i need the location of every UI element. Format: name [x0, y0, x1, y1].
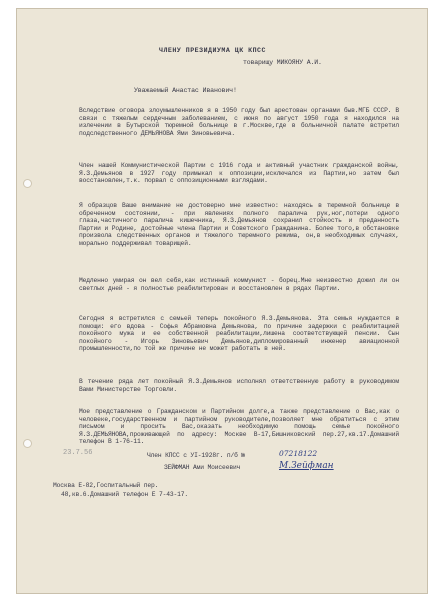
addressee-title: ЧЛЕНУ ПРЕЗИДИУМА ЦК КПСС: [159, 47, 266, 54]
salutation: Уважаемый Анастас Иванович!: [134, 87, 237, 94]
faint-date-note: 23.7.56: [63, 449, 93, 457]
paragraph-3: Я образцов Вашe внимание не достоверно мне известно: находясь в тюремной больнице в обреченном состоянии, - при явлениях полного паралича рук,ног,потери одного глаза,частичного паралича кишечника, Я.З.Демьянов сохранил стойкость и преданность Партии и Родине, достойные члена Партии и Советского Гражданина. Более того,в обстановке произвола следственных органов и тяжелого тюремного режима, он,в необходимых случаях, морально поддерживал товарищей.: [79, 202, 399, 247]
signatory-name: ЗЕЙФМАН Ами Моисеевич: [164, 464, 241, 471]
paragraph-2: Член нашей Коммунистической Партии с 1916 года и активный участник гражданской войны, Я.З.Демьянов в 1927 году примыкал к оппозиции,исключался из Партии,но затем был восстановлен,т.к. порвал с оппозиционными взглядами.: [79, 162, 399, 185]
letter-page: [16, 8, 428, 594]
paragraph-1: Вследствие оговора злоумышленников я в 1950 году был арестован органами быв.МГБ СССР. В связи с тяжелым сердечным заболеванием, с июня по август 1950 года я находился на излечении в Бутырской тюремной больнице в г.Москве,где в больничной палате встретил подследственного ДЕМЬЯНОВА Ями Зиновьевича.: [79, 107, 399, 137]
addressee-name: товарищу МИКОЯНУ А.И.: [243, 59, 322, 66]
paragraph-5: Сегодня я встретился с семьей теперь покойного Я.З.Демьянова. Эта семья нуждается в помощи: его вдова - Софья Абрамовна Демьянова, по причине задержки с реабилитацией покойного мужа и ее собственной реабилитации,лишена соответствующей пенсии. Сын покойного - Игорь Зиновьевич Демьянов,дипломированный инженер авиационной промышленности,по той же причине не может работать в ней.: [79, 315, 399, 353]
paragraph-6: В течение ряда лет покойный Я.З.Демьянов исполнял ответственную работу в руководимом Вами Министерстве Торговли.: [79, 378, 399, 393]
paragraph-7: Мое представление о Гражданском и Партийном долге,а также представление о Вас,как о человеке,государственном и партийном руководителе,позволяет мне обратиться с этим письмом и просить Вас,оказать необходимую помощь семье покойного Я.З.ДЕМЬЯНОВА,проживающей по адресу: Москве В-17,Бишниковский пер.27,кв.17.Домашний телефон В 1-76-11.: [79, 408, 399, 446]
party-card-number: 07218122: [279, 449, 318, 458]
paragraph-4: Медленно умирая он вел себя,как истинный коммунист - борец.Мне неизвестно дожил ли он светлых дней - я полностью реабилитирован и восстановлен в рядах Партии.: [79, 277, 399, 292]
return-address-line-1: Москва Е-82,Госпитальный пер.: [53, 482, 159, 489]
punch-hole: [23, 439, 32, 448]
return-address-line-2: 48,кв.6.Домашний телефон Е 7-43-17.: [61, 491, 189, 498]
punch-hole: [23, 179, 32, 188]
handwritten-signature: М.Зейфман: [279, 461, 334, 471]
signature-party-line: Член КПСС с УI-1928г. п/б №: [147, 452, 245, 459]
